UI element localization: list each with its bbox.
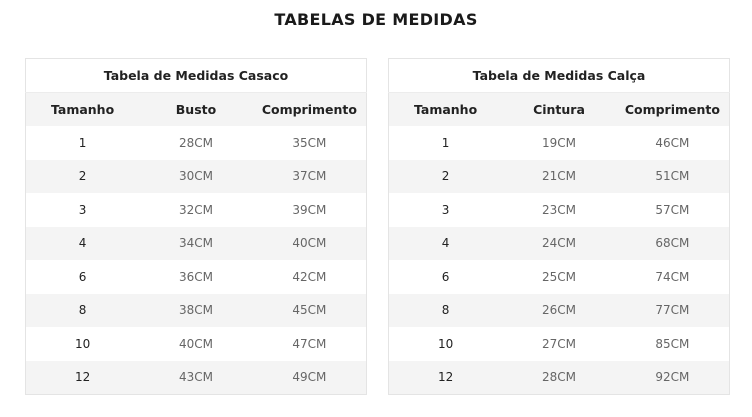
measurement-cell: 40CM: [139, 327, 253, 361]
size-cell: 1: [389, 126, 503, 160]
table-row: [26, 327, 367, 361]
table-row: [26, 294, 367, 328]
measurement-cell: 28CM: [502, 361, 616, 395]
measurement-cell: 68CM: [616, 227, 730, 261]
size-cell: 4: [389, 227, 503, 261]
measurement-cell: 85CM: [616, 327, 730, 361]
table-row: [389, 260, 730, 294]
size-cell: 8: [26, 294, 140, 328]
table-row: [389, 361, 730, 395]
table-caption: Tabela de Medidas Casaco: [26, 59, 367, 93]
size-cell: 12: [26, 361, 140, 395]
size-table-calca: [388, 58, 730, 395]
column-header-cintura: Cintura: [502, 93, 616, 127]
measurement-cell: 25CM: [502, 260, 616, 294]
measurement-cell: 30CM: [139, 160, 253, 194]
table-row: [26, 227, 367, 261]
size-cell: 12: [389, 361, 503, 395]
size-cell: 2: [26, 160, 140, 194]
table-header-row: [389, 93, 730, 127]
size-cell: 8: [389, 294, 503, 328]
measurement-cell: 46CM: [616, 126, 730, 160]
size-cell: 1: [26, 126, 140, 160]
measurement-cell: 77CM: [616, 294, 730, 328]
measurement-cell: 24CM: [502, 227, 616, 261]
table-row: [26, 193, 367, 227]
size-cell: 2: [389, 160, 503, 194]
measurement-cell: 51CM: [616, 160, 730, 194]
measurement-cell: 36CM: [139, 260, 253, 294]
size-cell: 4: [26, 227, 140, 261]
size-cell: 10: [389, 327, 503, 361]
size-cell: 6: [389, 260, 503, 294]
table-row: [389, 193, 730, 227]
table-header-row: [26, 93, 367, 127]
size-cell: 3: [389, 193, 503, 227]
measurement-cell: 49CM: [253, 361, 367, 395]
measurement-cell: 21CM: [502, 160, 616, 194]
table-row: [26, 260, 367, 294]
measurement-cell: 34CM: [139, 227, 253, 261]
measurement-cell: 47CM: [253, 327, 367, 361]
measurement-cell: 19CM: [502, 126, 616, 160]
table-caption-row: [26, 59, 367, 93]
size-cell: 3: [26, 193, 140, 227]
column-header-comprimento: Comprimento: [253, 93, 367, 127]
measurement-cell: 27CM: [502, 327, 616, 361]
measurement-cell: 26CM: [502, 294, 616, 328]
table-row: [389, 327, 730, 361]
measurement-cell: 74CM: [616, 260, 730, 294]
size-cell: 10: [26, 327, 140, 361]
table-row: [389, 227, 730, 261]
measurement-cell: 28CM: [139, 126, 253, 160]
measurement-cell: 43CM: [139, 361, 253, 395]
measurement-cell: 37CM: [253, 160, 367, 194]
table-caption-row: [389, 59, 730, 93]
measurement-cell: 92CM: [616, 361, 730, 395]
table-caption: Tabela de Medidas Calça: [389, 59, 730, 93]
size-cell: 6: [26, 260, 140, 294]
size-table-casaco: [25, 58, 367, 395]
column-header-tamanho: Tamanho: [389, 93, 503, 127]
measurement-cell: 57CM: [616, 193, 730, 227]
table-row: [26, 126, 367, 160]
measurement-cell: 40CM: [253, 227, 367, 261]
table-row: [389, 160, 730, 194]
table-row: [26, 361, 367, 395]
measurement-cell: 35CM: [253, 126, 367, 160]
table-row: [389, 126, 730, 160]
measurement-cell: 32CM: [139, 193, 253, 227]
column-header-tamanho: Tamanho: [26, 93, 140, 127]
measurement-cell: 38CM: [139, 294, 253, 328]
measurement-cell: 23CM: [502, 193, 616, 227]
column-header-comprimento: Comprimento: [616, 93, 730, 127]
table-row: [26, 160, 367, 194]
measurement-cell: 39CM: [253, 193, 367, 227]
page-title: TABELAS DE MEDIDAS: [274, 10, 478, 29]
column-header-busto: Busto: [139, 93, 253, 127]
table-row: [389, 294, 730, 328]
measurement-cell: 42CM: [253, 260, 367, 294]
measurement-cell: 45CM: [253, 294, 367, 328]
